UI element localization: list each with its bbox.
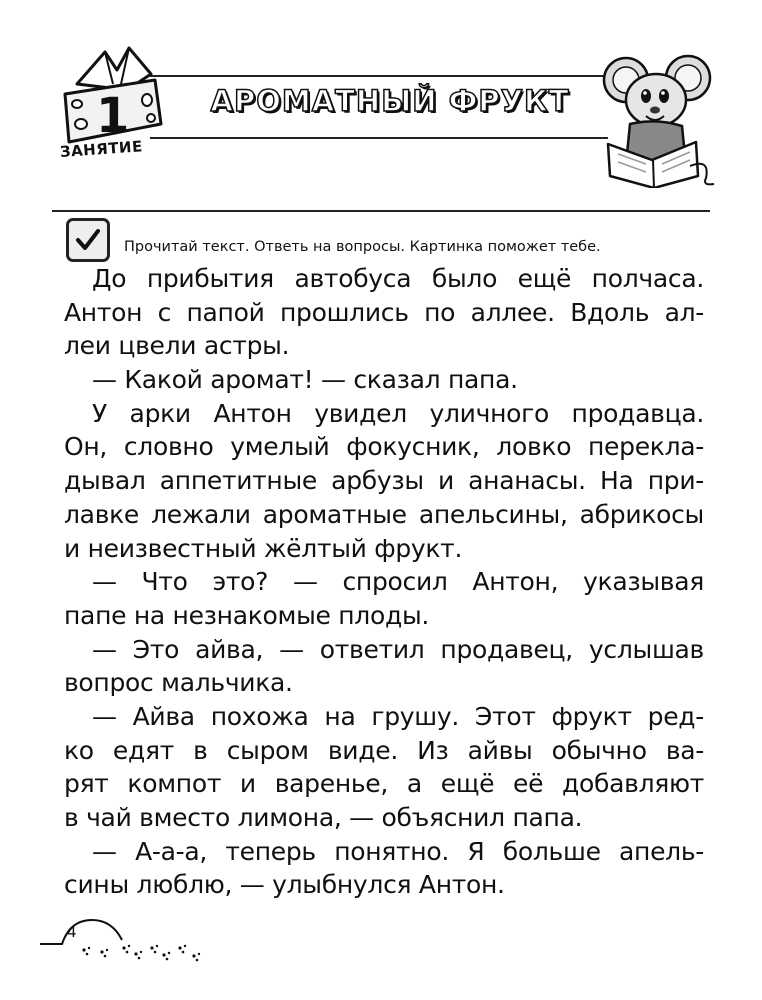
story-line: вопрос мальчика.	[64, 668, 293, 698]
story-line: в чай вместо лимона, — объяснил папа.	[64, 803, 583, 832]
story-text	[64, 262, 704, 902]
story-line: и неизвестный жёлтый фрукт.	[64, 533, 463, 563]
page-number: 4	[67, 923, 77, 941]
story-line: ко едят в сыром виде. Из айвы обычно ва-	[64, 735, 704, 765]
story-line: лавке лежали ароматные апельсины, абрикосы	[64, 499, 704, 529]
story-line: рят компот и варенье, а ещё её добавляют	[64, 769, 704, 799]
checkmark-icon	[74, 226, 102, 254]
story-line: До прибытия автобуса было ещё полчаса.	[92, 264, 704, 293]
story-line: У арки Антон увидел уличного продавца.	[92, 398, 704, 428]
story-line: леи цвели астры.	[64, 331, 290, 361]
story-line: — Что это? — спросил Антон, указывая	[92, 567, 704, 597]
story-line: Антон с папой прошлись по аллее. Вдоль ал-	[64, 297, 704, 327]
checkbox	[66, 218, 110, 262]
story-line: — Это айва, — ответил продавец, услышав	[92, 634, 704, 664]
instruction-text: Прочитай текст. Ответь на вопросы. Картинка поможет тебе.	[124, 239, 601, 255]
story-line: сины люблю, — улыбнулся Антон.	[64, 870, 505, 900]
instruction-divider	[52, 210, 710, 212]
page-title: АРОМАТНЫЙ ФРУКТ	[210, 84, 570, 118]
story-line: — Какой аромат! — сказал папа.	[92, 365, 518, 395]
lesson-label: ЗАНЯТИЕ	[59, 137, 144, 161]
story-line: — А-а-а, теперь понятно. Я больше апель-	[92, 836, 704, 866]
mouse-reading-icon	[598, 48, 718, 188]
lesson-number: 1	[96, 88, 130, 144]
story-line: — Айва похожа на грушу. Этот фрукт ред-	[92, 701, 704, 731]
story-line: дывал аппетитные арбузы и ананасы. На при-	[64, 466, 704, 496]
story-line: Он, словно умелый фокусник, ловко перекла-	[64, 432, 704, 462]
story-line: папе на незнакомые плоды.	[64, 600, 430, 630]
